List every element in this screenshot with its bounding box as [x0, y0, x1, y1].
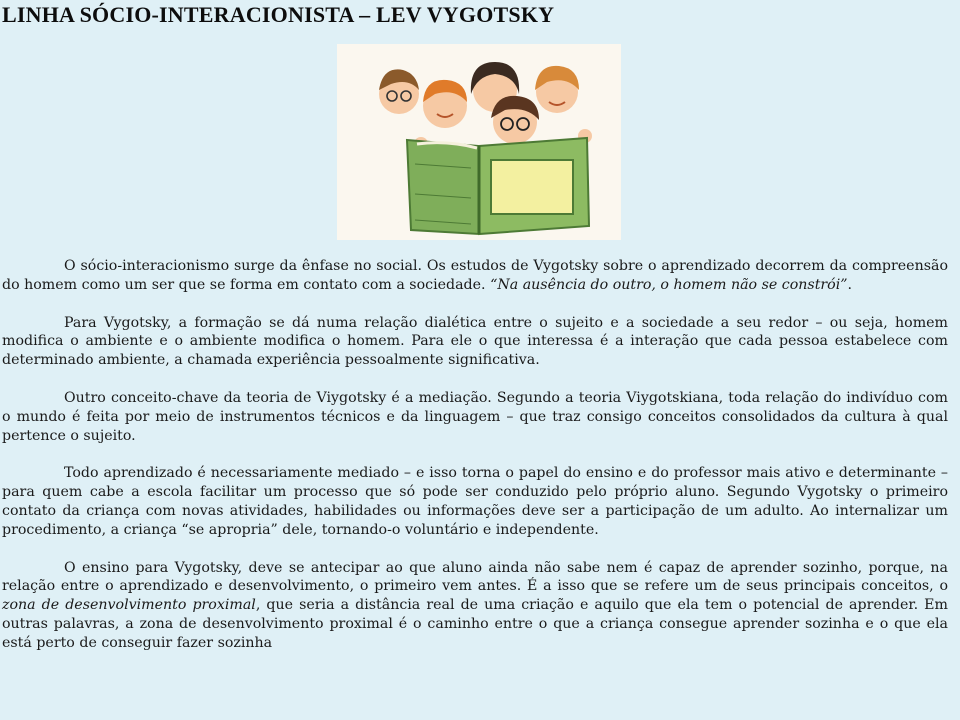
- child-second-icon: [423, 80, 467, 128]
- paragraph-1: [2, 257, 948, 295]
- book-label: [491, 160, 573, 214]
- paragraph-5-term: zona de desenvolvimento proximal: [2, 597, 256, 614]
- child-left-icon: [379, 69, 419, 114]
- page-title: LINHA SÓCIO-INTERACIONISTA – LEV VYGOTSKY: [2, 2, 555, 27]
- paragraph-3: Outro conceito-chave da teoria de Viygotsky é a mediação. Segundo a teoria Viygotskiana, toda relação do indivíduo com o mundo é feita por meio de instrumentos técnicos e da linguagem – que traz consigo conceitos consolidados da cultura à qual pertence o sujeito.: [2, 389, 948, 444]
- paragraph-5: [2, 559, 948, 653]
- article-body: [2, 257, 948, 653]
- child-fourth-icon: [535, 66, 579, 113]
- paragraph-1-quote: “Na ausência do outro, o homem não se constrói”: [490, 276, 848, 293]
- paragraph-1-end: .: [847, 276, 853, 293]
- paragraph-5-after: , que seria a distância real de uma criação e aquilo que ela tem o potencial de aprender. Em outras palavras, a zona de desenvolvimento proximal é o caminho entre o que a criança consegue aprender sozinha e o que ela está perto de conseguir fazer sozinha: [2, 597, 948, 651]
- book-icon: [407, 138, 589, 234]
- paragraph-2: Para Vygotsky, a formação se dá numa relação dialética entre o sujeito e a sociedade a seu redor – ou seja, homem modifica o ambiente e o ambiente modifica o homem. Para ele o que interessa é a interação que cada pessoa estabelece com determinado ambiente, a chamada experiência pessoalmente significativa.: [2, 314, 948, 369]
- paragraph-1-text: O sócio-interacionismo surge da ênfase no social. Os estudos de Vygotsky sobre o aprendizado decorrem da compreensão do homem como um ser que se forma em contato com a sociedade.: [2, 258, 948, 293]
- paragraph-5-before: O ensino para Vygotsky, deve se antecipar ao que aluno ainda não sabe nem é capaz de aprender sozinho, porque, na relação entre o aprendizado e desenvolvimento, o primeiro vem antes. É a isso que se refere um de seus principais conceitos, o: [2, 559, 948, 595]
- children-reading-book-illustration: [337, 44, 621, 240]
- paragraph-4: Todo aprendizado é necessariamente mediado – e isso torna o papel do ensino e do professor mais ativo e determinante – para quem cabe a escola facilitar um processo que só pode ser conduzido pelo próprio aluno. Segundo Vygotsky o primeiro contato da criança com novas atividades, habilidades ou informações deve ser a participação de um adulto. Ao internalizar um procedimento, a criança “se apropria” dele, tornando-o voluntário e independente.: [2, 465, 948, 538]
